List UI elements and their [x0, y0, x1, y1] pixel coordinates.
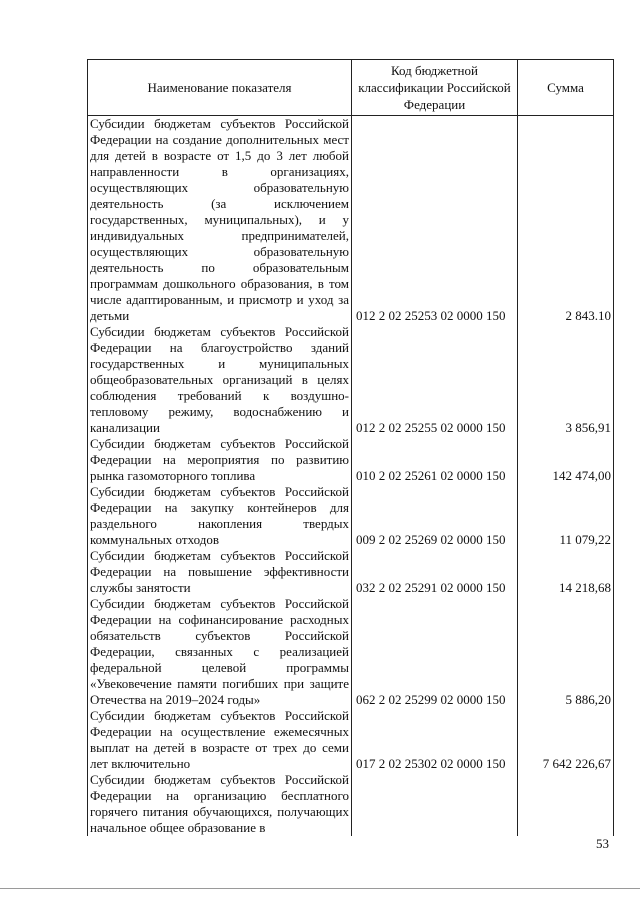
table-row — [88, 548, 614, 596]
row-code — [352, 772, 518, 836]
row-name: Субсидии бюджетам субъектов Российской Федерации на мероприятия по развитию рынка газомоторного топлива — [88, 436, 352, 484]
row-sum: 3 856,91 — [518, 324, 614, 436]
row-sum: 2 843.10 — [518, 116, 614, 325]
row-code: 012 2 02 25253 02 0000 150 — [352, 116, 518, 325]
header-row — [88, 60, 614, 116]
row-code: 017 2 02 25302 02 0000 150 — [352, 708, 518, 772]
row-code: 009 2 02 25269 02 0000 150 — [352, 484, 518, 548]
table-row — [88, 596, 614, 708]
table-header — [88, 60, 614, 116]
header-code: Код бюджетной классификации Российской Федерации — [352, 60, 518, 116]
header-name: Наименование показателя — [88, 60, 352, 116]
row-name: Субсидии бюджетам субъектов Российской Федерации на софинансирование расходных обязательств субъектов Российской Федерации, связанных с реализацией федеральной целевой программы «Увековечение памяти погибших при защите Отечества на 2019–2024 годы» — [88, 596, 352, 708]
page-number: 53 — [596, 836, 609, 851]
row-code: 032 2 02 25291 02 0000 150 — [352, 548, 518, 596]
row-name: Субсидии бюджетам субъектов Российской Федерации на организацию бесплатного горячего питания обучающихся, получающих начальное общее образование в — [88, 772, 352, 836]
bottom-divider — [0, 888, 640, 889]
row-sum: 5 886,20 — [518, 596, 614, 708]
table-row — [88, 772, 614, 836]
row-code: 010 2 02 25261 02 0000 150 — [352, 436, 518, 484]
table-row — [88, 708, 614, 772]
row-code: 062 2 02 25299 02 0000 150 — [352, 596, 518, 708]
row-sum — [518, 772, 614, 836]
row-sum: 142 474,00 — [518, 436, 614, 484]
row-code: 012 2 02 25255 02 0000 150 — [352, 324, 518, 436]
table-row — [88, 484, 614, 548]
header-sum: Сумма — [518, 60, 614, 116]
row-name: Субсидии бюджетам субъектов Российской Федерации на осуществление ежемесячных выплат на детей в возрасте от трех до семи лет включительно — [88, 708, 352, 772]
row-name: Субсидии бюджетам субъектов Российской Федерации на повышение эффективности службы занятости — [88, 548, 352, 596]
row-sum: 7 642 226,67 — [518, 708, 614, 772]
row-sum: 14 218,68 — [518, 548, 614, 596]
table-row — [88, 324, 614, 436]
budget-table — [87, 59, 614, 836]
table-body — [88, 116, 614, 837]
row-sum: 11 079,22 — [518, 484, 614, 548]
row-name: Субсидии бюджетам субъектов Российской Федерации на создание дополнительных мест для детей в возрасте от 1,5 до 3 лет любой направленности в организациях, осуществляющих образовательную деятельность (за исключением государственных, муниципальных), и у индивидуальных предпринимателей, осуществляющих образовательную деятельность по образовательным программам дошкольного образования, в том числе адаптированным, и присмотр и уход за детьми — [88, 116, 352, 325]
row-name: Субсидии бюджетам субъектов Российской Федерации на закупку контейнеров для раздельного накопления твердых коммунальных отходов — [88, 484, 352, 548]
row-name: Субсидии бюджетам субъектов Российской Федерации на благоустройство зданий государственных и муниципальных общеобразовательных организаций в целях соблюдения требований к воздушно-тепловому режиму, водоснабжению и канализации — [88, 324, 352, 436]
table-row — [88, 436, 614, 484]
table-row — [88, 116, 614, 325]
